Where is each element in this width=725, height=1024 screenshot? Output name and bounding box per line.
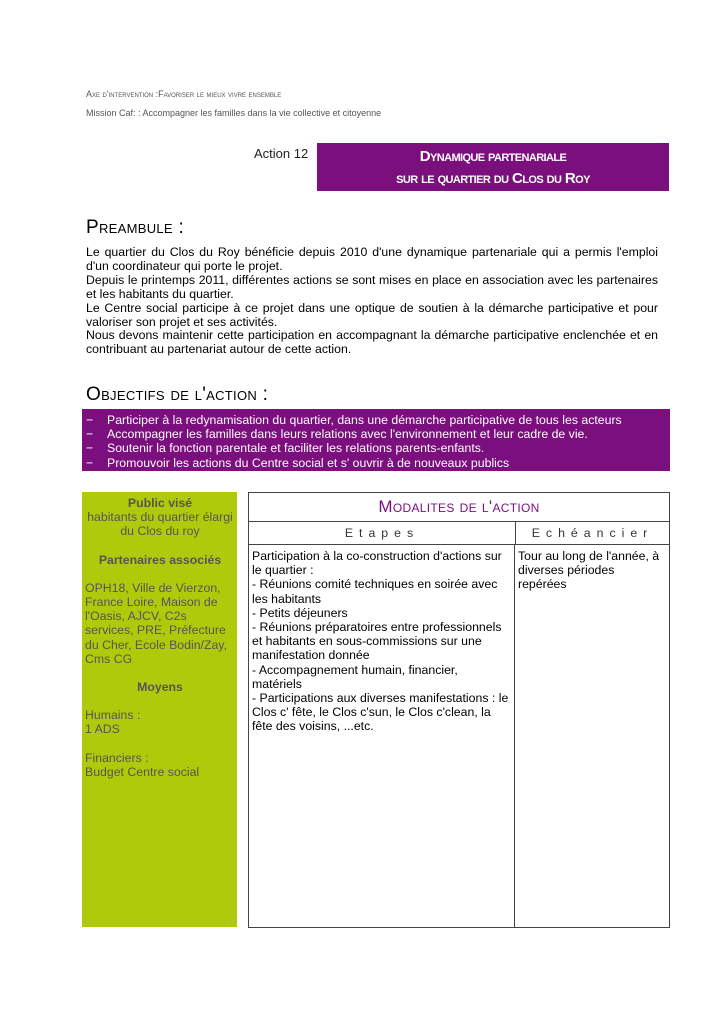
bullet-dash: −	[86, 455, 94, 470]
objectifs-heading: Objectifs de l'action :	[86, 384, 269, 405]
etape-line: - Petits déjeuners	[252, 605, 348, 620]
humains-value: 1 ADS	[85, 722, 120, 737]
action-number: Action 12	[254, 146, 309, 161]
preambule-paragraph: Le Centre social participe à ce projet dans une optique de soutien à la démarche participative et pour valoriser son projet et ses activités.	[86, 300, 658, 329]
echeancier-cell: Tour au long de l'année, à diverses périodes repérées	[518, 549, 660, 592]
objectif-text: Participer à la redynamisation du quartier, dans une démarche participative de tous les acteurs	[107, 413, 622, 427]
col-header-echeancier: Echéancier	[531, 526, 654, 540]
objectif-text: Accompagner les familles dans leurs relations avec l'environnement et leur cadre de vie.	[107, 427, 588, 442]
modalites-title: Modalites de l'action	[249, 493, 669, 522]
etapes-cell	[249, 545, 515, 928]
bullet-dash: −	[86, 441, 94, 456]
moyens-title: Moyens	[137, 680, 183, 695]
objectif-item	[82, 456, 670, 470]
preambule-paragraph: Nous devons maintenir cette participation en accompagnant la démarche participative enclenchée et en contribuant au partenariat autour de cette action.	[86, 328, 658, 357]
axe-text: Favoriser le mieux vivre ensemble	[158, 89, 282, 99]
preambule-paragraph: Depuis le printemps 2011, différentes actions se sont mises en place en association avec les partenaires et les habitants du quartier.	[86, 272, 658, 301]
objectif-item	[82, 413, 670, 427]
action-title-box	[317, 143, 669, 191]
public-title: Public visé	[127, 496, 193, 510]
etape-line: - Participations aux diverses manifestations : le Clos c' fête, le Clos c'sun, le Clos c'clean, la fête des voisins, ...etc.	[252, 691, 509, 734]
mission-caf: Mission Caf: : Accompagner les familles dans la vie collective et citoyenne	[86, 108, 382, 118]
objectif-item	[82, 427, 670, 441]
axe-intervention	[86, 89, 281, 99]
financiers-label: Financiers :	[85, 750, 149, 765]
objectif-text: Soutenir la fonction parentale et faciliter les relations parents-enfants.	[107, 441, 485, 456]
table-row	[249, 545, 669, 928]
partenaires-title: Partenaires associés	[98, 552, 222, 567]
axe-prefix: Axe d'intervention :	[86, 89, 159, 99]
bullet-dash: −	[86, 427, 94, 442]
table-header-row	[249, 522, 669, 545]
side-panel	[82, 492, 237, 927]
action-title-line2: sur le quartier du Clos du Roy	[396, 170, 590, 187]
public-text: habitants du quartier élargi du Clos du roy	[87, 510, 233, 539]
partenaires-text: OPH18, Ville de Vierzon, France Loire, Maison de l'Oasis, AJCV, C2s services, PRE, Préfecture du Cher, Ecole Bodin/Zay, Cms CG	[85, 580, 227, 666]
objectif-text: Promouvoir les actions du Centre social et s' ouvrir à de nouveaux publics	[107, 455, 510, 470]
etape-line: - Réunions comité techniques en soirée avec les habitants	[252, 577, 498, 606]
bullet-dash: −	[86, 413, 94, 427]
humains-label: Humains :	[85, 708, 141, 723]
etape-line: Participation à la co-construction d'actions sur le quartier :	[252, 549, 502, 578]
action-title-line1: Dynamique partenariale	[419, 148, 567, 165]
etape-line: - Réunions préparatoires entre professionnels et habitants en sous-commissions sur une manifestation donnée	[252, 620, 502, 663]
objectif-item	[82, 441, 670, 455]
preambule-paragraph: Le quartier du Clos du Roy bénéficie depuis 2010 d'une dynamique partenariale qui a permis l'emploi d'un coordinateur qui porte le projet.	[86, 245, 658, 273]
preambule-heading: Preambule :	[86, 217, 185, 238]
objectifs-box	[82, 409, 670, 471]
etape-line: - Accompagnement humain, financier, matériels	[252, 662, 458, 691]
modalites-table	[248, 492, 670, 928]
financiers-value: Budget Centre social	[85, 764, 200, 779]
col-header-etapes: Etapes	[249, 522, 516, 544]
preambule-body	[86, 246, 658, 357]
